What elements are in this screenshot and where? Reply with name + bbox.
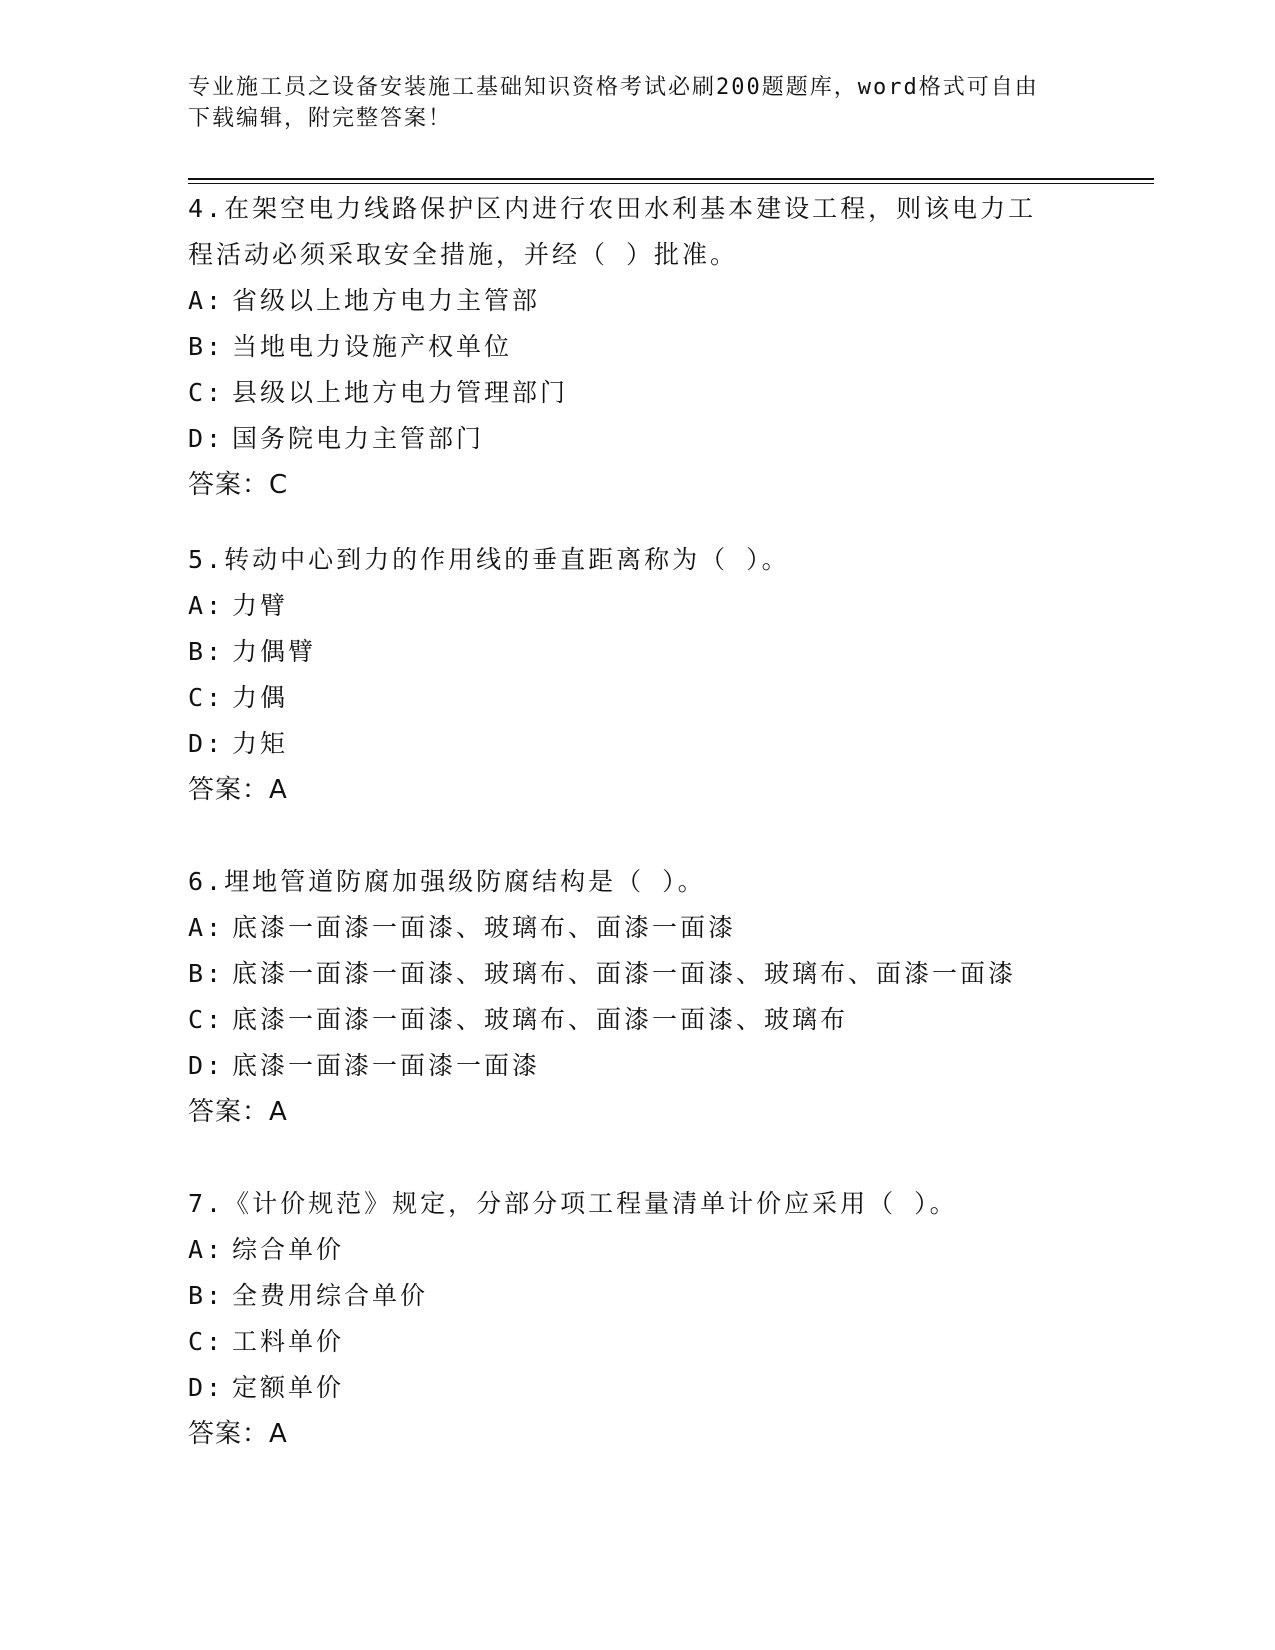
option-text: 省级以上地方电力主管部 [232,286,541,315]
document-header [188,72,1088,134]
option-d [188,416,1088,462]
option-letter: A: [188,913,225,942]
question-text-line-1: 埋地管道防腐加强级防腐结构是（ ）。 [224,867,706,896]
question-number: 6. [188,867,225,896]
option-letter: D: [188,424,225,453]
question-stem [188,859,1088,905]
option-d [188,721,1088,767]
option-d [188,1043,1088,1089]
option-letter: C: [188,1327,225,1356]
option-a [188,583,1088,629]
option-letter: D: [188,1051,225,1080]
option-text: 底漆一面漆一面漆、玻璃布、面漆一面漆、玻璃布 [232,1005,849,1034]
option-c [188,675,1088,721]
question-number: 7. [188,1189,225,1218]
option-b [188,951,1088,997]
question-text-line-1: 在架空电力线路保护区内进行农田水利基本建设工程，则该电力工 [224,194,1037,223]
answer-line: 答案：A [188,1097,288,1127]
question-text-line-2: 程活动必须采取安全措施，并经（ ）批准。 [188,240,739,269]
option-c [188,1319,1088,1365]
option-letter: C: [188,683,225,712]
option-text: 县级以上地方电力管理部门 [232,378,569,407]
option-letter: B: [188,332,225,361]
option-b [188,1273,1088,1319]
option-text: 底漆一面漆一面漆、玻璃布、面漆一面漆 [232,913,737,942]
option-b [188,324,1088,370]
option-text: 底漆一面漆一面漆一面漆 [232,1051,541,1080]
answer-line: 答案：C [188,470,289,500]
answer-line: 答案：A [188,1419,288,1449]
header-divider-thin [188,183,1154,184]
option-text: 综合单价 [232,1235,345,1264]
question-7 [188,1181,1088,1457]
option-letter: A: [188,286,225,315]
option-a [188,278,1088,324]
question-number: 5. [188,545,225,574]
option-text: 力臂 [232,591,289,620]
option-d [188,1365,1088,1411]
header-divider-thick [188,178,1154,180]
option-text: 全费用综合单价 [232,1281,429,1310]
header-line-2: 下载编辑，附完整答案！ [188,106,453,131]
question-6 [188,859,1088,1135]
option-letter: A: [188,591,225,620]
option-text: 定额单价 [232,1373,345,1402]
question-4 [188,186,1088,508]
option-letter: B: [188,1281,225,1310]
question-5 [188,537,1088,813]
option-a [188,1227,1088,1273]
option-text: 力偶臂 [232,637,317,666]
option-c [188,997,1088,1043]
option-letter: D: [188,1373,225,1402]
option-text: 底漆一面漆一面漆、玻璃布、面漆一面漆、玻璃布、面漆一面漆 [232,959,1017,988]
question-number: 4. [188,194,225,223]
option-c [188,370,1088,416]
header-line-1: 专业施工员之设备安装施工基础知识资格考试必刷200题题库，word格式可自由 [188,75,1039,100]
question-text-line-1: 《计价规范》规定，分部分项工程量清单计价应采用（ ）。 [224,1189,958,1218]
question-text-line-1: 转动中心到力的作用线的垂直距离称为（ ）。 [224,545,790,574]
option-b [188,629,1088,675]
option-letter: A: [188,1235,225,1264]
answer-line: 答案：A [188,775,288,805]
option-text: 国务院电力主管部门 [232,424,485,453]
question-stem [188,186,1088,278]
question-stem [188,537,1088,583]
option-letter: C: [188,1005,225,1034]
option-letter: B: [188,959,225,988]
option-letter: D: [188,729,225,758]
option-text: 力矩 [232,729,289,758]
option-text: 当地电力设施产权单位 [232,332,513,361]
option-letter: C: [188,378,225,407]
option-a [188,905,1088,951]
option-letter: B: [188,637,225,666]
option-text: 力偶 [232,683,289,712]
option-text: 工料单价 [232,1327,345,1356]
question-stem [188,1181,1088,1227]
